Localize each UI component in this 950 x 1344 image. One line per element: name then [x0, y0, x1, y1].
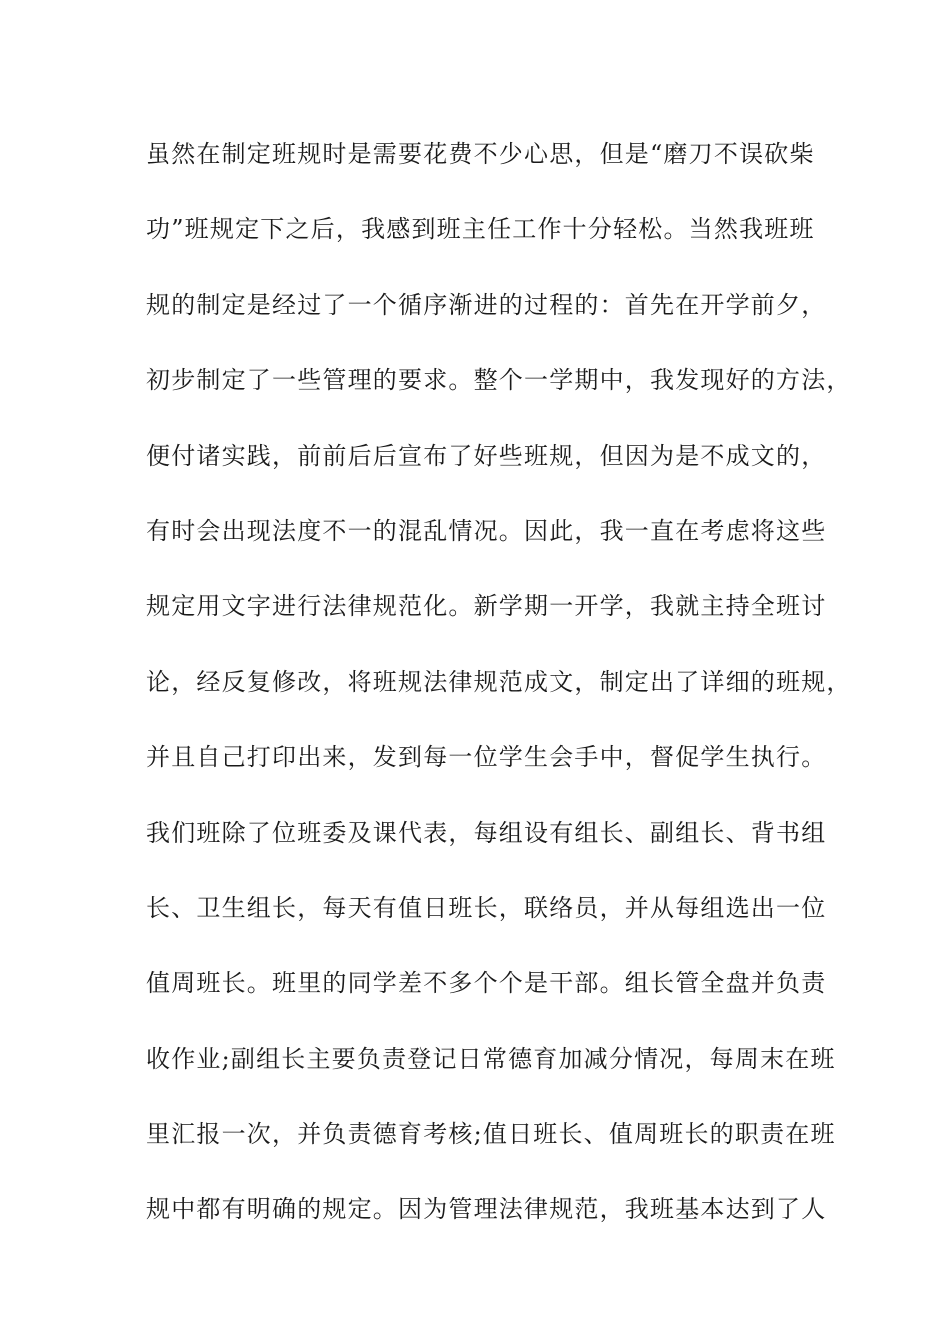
text-line-3: 规的制定是经过了一个循序渐进的过程的：首先在开学前夕， [146, 290, 827, 319]
text-line-5: 便付诸实践，前前后后宣布了好些班规，但因为是不成文的， [146, 441, 827, 470]
text-line-6: 有时会出现法度不一的混乱情况。因此，我一直在考虑将这些 [146, 516, 827, 545]
text-line-9: 并且自己打印出来，发到每一位学生会手中，督促学生执行。 [146, 743, 827, 772]
text-line-10: 我们班除了位班委及课代表，每组设有组长、副组长、背书组 [146, 818, 827, 847]
text-line-13: 收作业;副组长主要负责登记日常德育加减分情况，每周末在班 [146, 1044, 836, 1073]
text-line-8: 论，经反复修改，将班规法律规范成文，制定出了详细的班规， [146, 667, 852, 696]
text-line-11: 长、卫生组长，每天有值日班长，联络员，并从每组选出一位 [146, 893, 827, 922]
text-line-2: 功”班规定下之后，我感到班主任工作十分轻松。当然我班班 [146, 215, 815, 244]
text-line-1: 虽然在制定班规时是需要花费不少心思，但是“磨刀不误砍柴 [146, 140, 815, 168]
text-line-15: 规中都有明确的规定。因为管理法律规范，我班基本达到了人 [146, 1195, 827, 1224]
body-text [146, 134, 852, 1265]
text-line-12: 值周班长。班里的同学差不多个个是干部。组长管全盘并负责 [146, 969, 827, 998]
text-line-14: 里汇报一次，并负责德育考核;值日班长、值周班长的职责在班 [146, 1120, 836, 1149]
text-line-4: 初步制定了一些管理的要求。整个一学期中，我发现好的方法， [146, 366, 852, 395]
text-line-7: 规定用文字进行法律规范化。新学期一开学，我就主持全班讨 [146, 592, 827, 621]
